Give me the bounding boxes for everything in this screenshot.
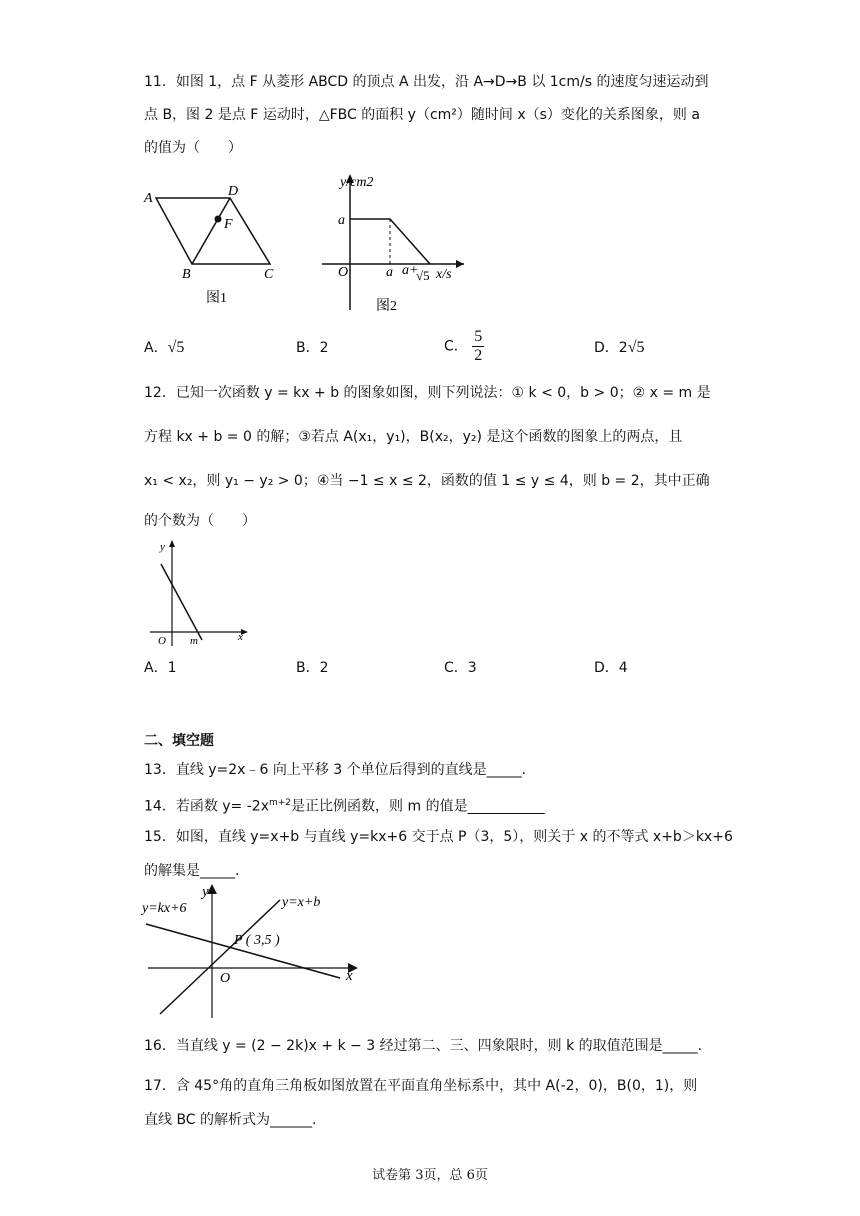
q11-option-a: A．√5	[144, 339, 185, 356]
q11-option-b: B．2	[296, 340, 329, 356]
caption-fig2: 图2	[376, 299, 397, 314]
label-line2: y=x+b	[282, 895, 321, 910]
q15-line-1: 15．如图，直线 y=x+b 与直线 y=kx+6 交于点 P（3，5），则关于 x 的不等式 x+b＞kx+6	[144, 829, 733, 845]
q11-option-c: C． $\frac{5}{2}$	[444, 328, 483, 364]
q16: 16．当直线 y = (2 − 2k)x + k − 3 经过第二、三、四象限时，则 k 的取值范围是_____.	[144, 1038, 703, 1054]
ylabel: y/cm2	[340, 175, 374, 190]
q12-option-a: A．1	[144, 660, 177, 676]
q12-line-3: x₁ < x₂，则 y₁ − y₂ > 0；④当 −1 ≤ x ≤ 2，函数的值 1 ≤ y ≤ 4，则 b = 2，其中正确	[144, 473, 710, 489]
label-a-x: a	[386, 265, 393, 280]
label-y: y	[202, 884, 209, 900]
label-a: A	[144, 191, 153, 206]
label-o: O	[338, 265, 349, 280]
q11-figure-1	[140, 180, 290, 310]
page-footer: 试卷第 3页，总 6页	[372, 1168, 488, 1183]
label-x: x	[238, 631, 243, 643]
xlabel: x/s	[436, 267, 452, 282]
q11-line-1: 11．如图 1，点 F 从菱形 ABCD 的顶点 A 出发，沿 A→D→B 以 1cm/s 的速度匀速运动到	[144, 74, 709, 90]
q15-line-2: 的解集是_____.	[144, 863, 240, 879]
label-a-y: a	[338, 213, 345, 228]
q15-figure	[140, 882, 370, 1022]
q11-line-2: 点 B，图 2 是点 F 运动时，△FBC 的面积 y（cm²）随时间 x（s）变化的关系图象，则 a	[144, 107, 700, 123]
label-sqrt5: √5	[416, 268, 430, 283]
q11-line-3: 的值为（ ）	[144, 140, 242, 156]
q12-option-c: C．3	[444, 660, 477, 676]
label-c: C	[264, 267, 274, 282]
point-f	[215, 216, 222, 223]
label-f: F	[224, 217, 233, 232]
label-o: O	[158, 635, 166, 647]
label-o: O	[220, 971, 231, 986]
label-y: y	[160, 541, 165, 553]
q12-line-1: 12．已知一次函数 y = kx + b 的图象如图，则下列说法：① k < 0，b > 0；② x = m 是	[144, 385, 711, 401]
q13: 13．直线 y=2x﹣6 向上平移 3 个单位后得到的直线是_____.	[144, 762, 527, 778]
label-x: x	[346, 968, 353, 984]
q12-line-2: 方程 kx + b = 0 的解；③若点 A(x₁，y₁)，B(x₂，y₂) 是这个函数的图象上的两点，且	[144, 429, 683, 445]
label-a-plus: a+	[402, 263, 419, 278]
q11-option-d: D．2√5	[594, 339, 645, 356]
label-line1: y=kx+6	[142, 901, 187, 916]
q11-figure-2	[318, 170, 468, 318]
q17-line-2: 直线 BC 的解析式为______.	[144, 1112, 317, 1128]
label-m: m	[190, 635, 198, 647]
q12-figure	[144, 536, 254, 648]
label-d: D	[228, 184, 239, 199]
caption-fig1: 图1	[206, 291, 227, 306]
q12-option-b: B．2	[296, 660, 329, 676]
label-b: B	[182, 267, 191, 282]
rhombus-abcd	[156, 198, 270, 264]
q14: 14．若函数 $y= -2x^{m+2}$是正比例函数，则 m 的值是___________	[144, 798, 545, 815]
section-heading: 二、填空题	[144, 733, 214, 749]
q12-option-d: D．4	[594, 660, 628, 676]
graph-line	[161, 564, 202, 640]
label-p: P ( 3,5 )	[234, 933, 280, 948]
q17-line-1: 17．含 45°角的直角三角板如图放置在平面直角坐标系中，其中 A(-2，0)，B(0，1)，则	[144, 1078, 698, 1094]
q12-line-4: 的个数为（ ）	[144, 513, 256, 529]
